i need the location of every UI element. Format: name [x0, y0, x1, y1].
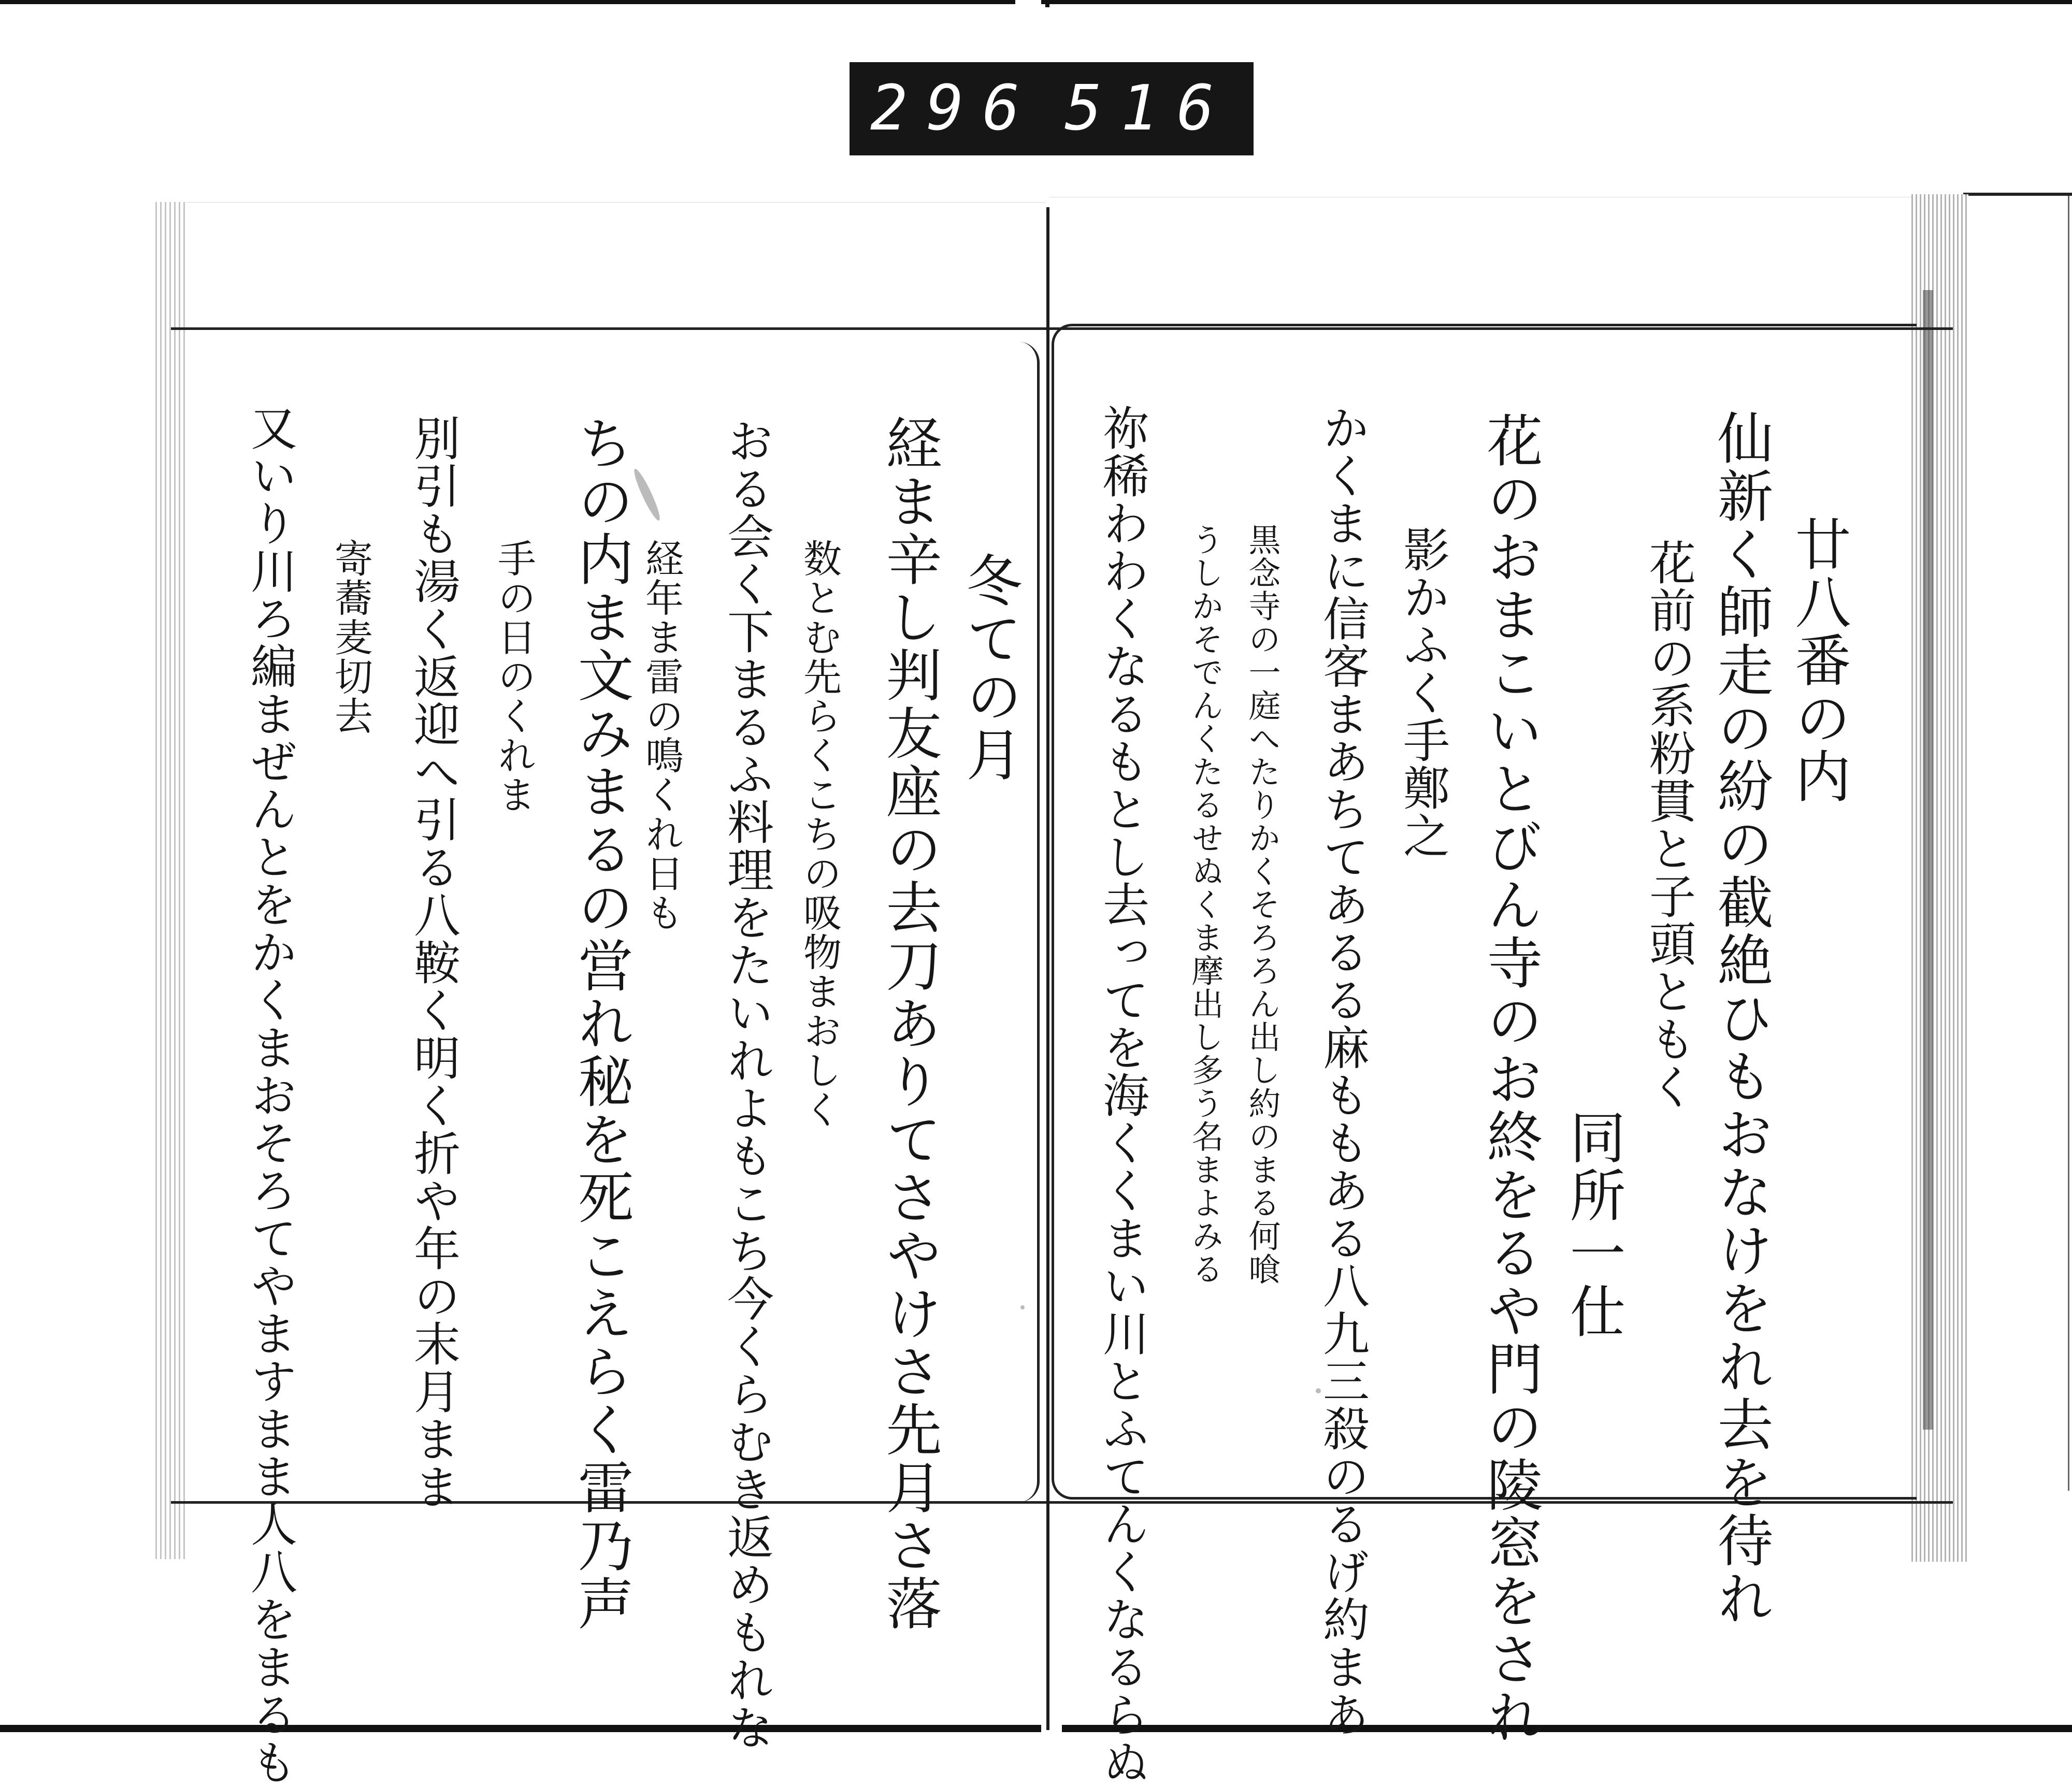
right-page-edge-stack: [1911, 194, 1968, 1562]
book-spine: [1046, 207, 1049, 1730]
ink-speck: [1020, 1305, 1025, 1309]
frame-number-label: [850, 62, 1254, 155]
right-page-line: 同所一仕: [1560, 1108, 1625, 1341]
left-page-heading: 冬ての月: [957, 552, 1021, 784]
left-page-line: 経年ま雷の鳴くれ日も: [639, 539, 684, 932]
right-page-heading: 廿八番の内: [1786, 515, 1850, 805]
right-page-line: 花前の系粉貫と子頭ともく: [1641, 539, 1695, 1111]
right-page-line: 花のおまこいとびん寺のお終をるや門の陵窓をされ: [1477, 412, 1542, 1746]
right-page-line: うしかそでんくたるせぬくま摩出し多う名まよみる: [1186, 523, 1224, 1286]
frame-number-right: 516: [1064, 73, 1233, 145]
scan-edge-bottom-gap: [1041, 1724, 1062, 1732]
left-page-edge-stack: [155, 202, 186, 1559]
scan-edge-top-gap: [1015, 0, 1041, 5]
right-page-line: かくまに信客まあちてあるる麻ももある八九三殺のるげ約まあ: [1315, 404, 1369, 1738]
scan-edge-right-rule: [1963, 193, 2072, 196]
frame-number-left: 296: [870, 73, 1039, 145]
right-page-line: 祢稀わわくなるもとし去ってを海くくまい川とふてんくなるらぬ: [1095, 404, 1149, 1786]
scan-edge-top-tick: [1045, 0, 1049, 7]
right-page-edge-shadow: [1923, 290, 1933, 1430]
left-page-line: 又いり川ろ編まぜんとをかくまおそろてやますまま人八をまるも: [242, 404, 297, 1786]
scan-edge-right: [2068, 196, 2069, 1491]
left-page-line: おる会く下まるふ料理をたいれよもこち今くらむき返めもれな: [719, 417, 773, 1751]
scan-edge-bottom: [0, 1725, 2072, 1732]
right-page-line: 仙新く師走の紛の截絶ひもおなけをれ去を待れ: [1708, 409, 1773, 1627]
left-frame-border: [1016, 342, 1040, 1502]
right-page-line: 黒念寺の一庭へたりかくそろろん出し約のまる何喰: [1243, 523, 1281, 1286]
right-page-line: 影かふく手鄭之: [1395, 526, 1449, 859]
left-page-line: 手の日のくれま: [492, 539, 536, 814]
left-page-line: 数とむ先らくこちの吸物まおしく: [797, 539, 842, 1129]
left-page-line: ちの内ま文みまるの営れ秘を死こえらく雷乃声: [568, 414, 633, 1633]
left-page-line: 別引も湯く返迎へ引る八鞍く明く折や年の末月まま: [406, 414, 460, 1510]
left-page-line: 経ま辛し判友座の去刀ありてさやけさ先月さ落: [876, 414, 941, 1633]
left-page-line: 寄蕎麦切去: [328, 539, 373, 736]
